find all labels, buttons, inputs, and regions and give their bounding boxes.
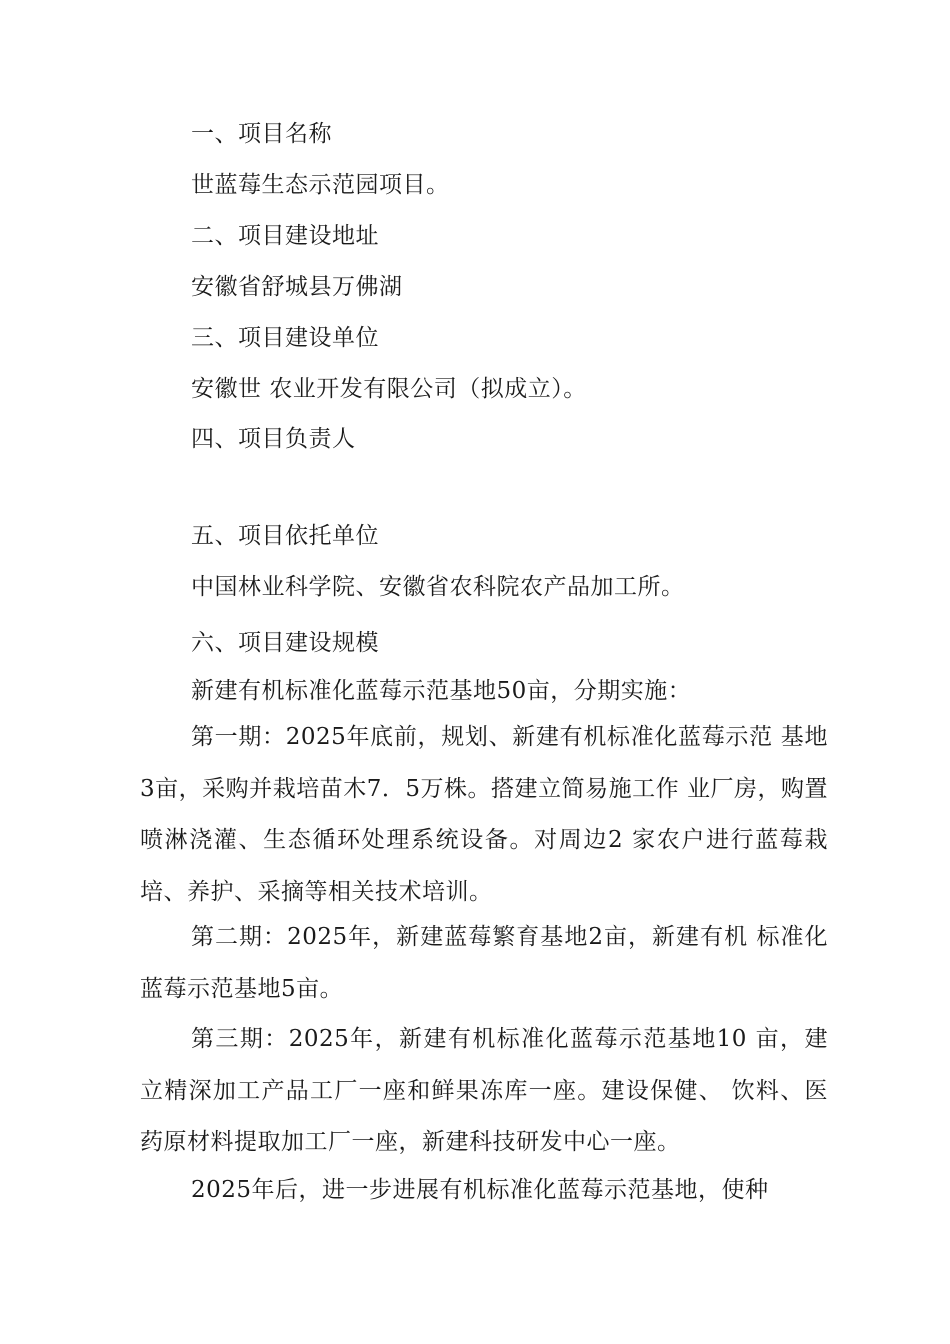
section-6-body: 新建有机标准化蓝莓示范基地50亩，分期实施： bbox=[191, 678, 692, 704]
phase-1-paragraph: 第一期：2025年底前，规划、新建有机标准化蓝莓示范 基地3亩，采购并栽培苗木7．5万株。搭建立简易施工作 业厂房，购置喷淋浇灌、生态循环处理系统设备。对周边2 家农户进行蓝莓栽培、养护、采摘等相关技术培训。 bbox=[140, 724, 828, 905]
section-1-heading: 一、项目名称 bbox=[191, 121, 332, 147]
section-3-heading: 三、项目建设单位 bbox=[191, 325, 379, 351]
phase-2-paragraph: 第二期：2025年，新建蓝莓繁育基地2亩，新建有机 标准化蓝莓示范基地5亩。 bbox=[140, 924, 828, 1002]
phase-3-paragraph: 第三期：2025年，新建有机标准化蓝莓示范基地10 亩，建立精深加工产品工厂一座和鲜果冻库一座。建设保健、 饮料、医药原材料提取加工厂一座，新建科技研发中心一座。 bbox=[140, 1026, 828, 1155]
section-4-heading: 四、项目负责人 bbox=[191, 426, 356, 452]
section-5-heading: 五、项目依托单位 bbox=[191, 523, 379, 549]
post-2025-paragraph: 2025年后，进一步进展有机标准化蓝莓示范基地，使种 bbox=[191, 1177, 769, 1203]
section-6-heading: 六、项目建设规模 bbox=[191, 630, 379, 656]
section-5-body: 中国林业科学院、安徽省农科院农产品加工所。 bbox=[191, 574, 685, 600]
section-3-body: 安徽世 农业开发有限公司（拟成立）。 bbox=[191, 376, 587, 402]
section-1-body: 世蓝莓生态示范园项目。 bbox=[191, 172, 450, 198]
section-2-body: 安徽省舒城县万佛湖 bbox=[191, 274, 403, 300]
section-2-heading: 二、项目建设地址 bbox=[191, 223, 379, 249]
